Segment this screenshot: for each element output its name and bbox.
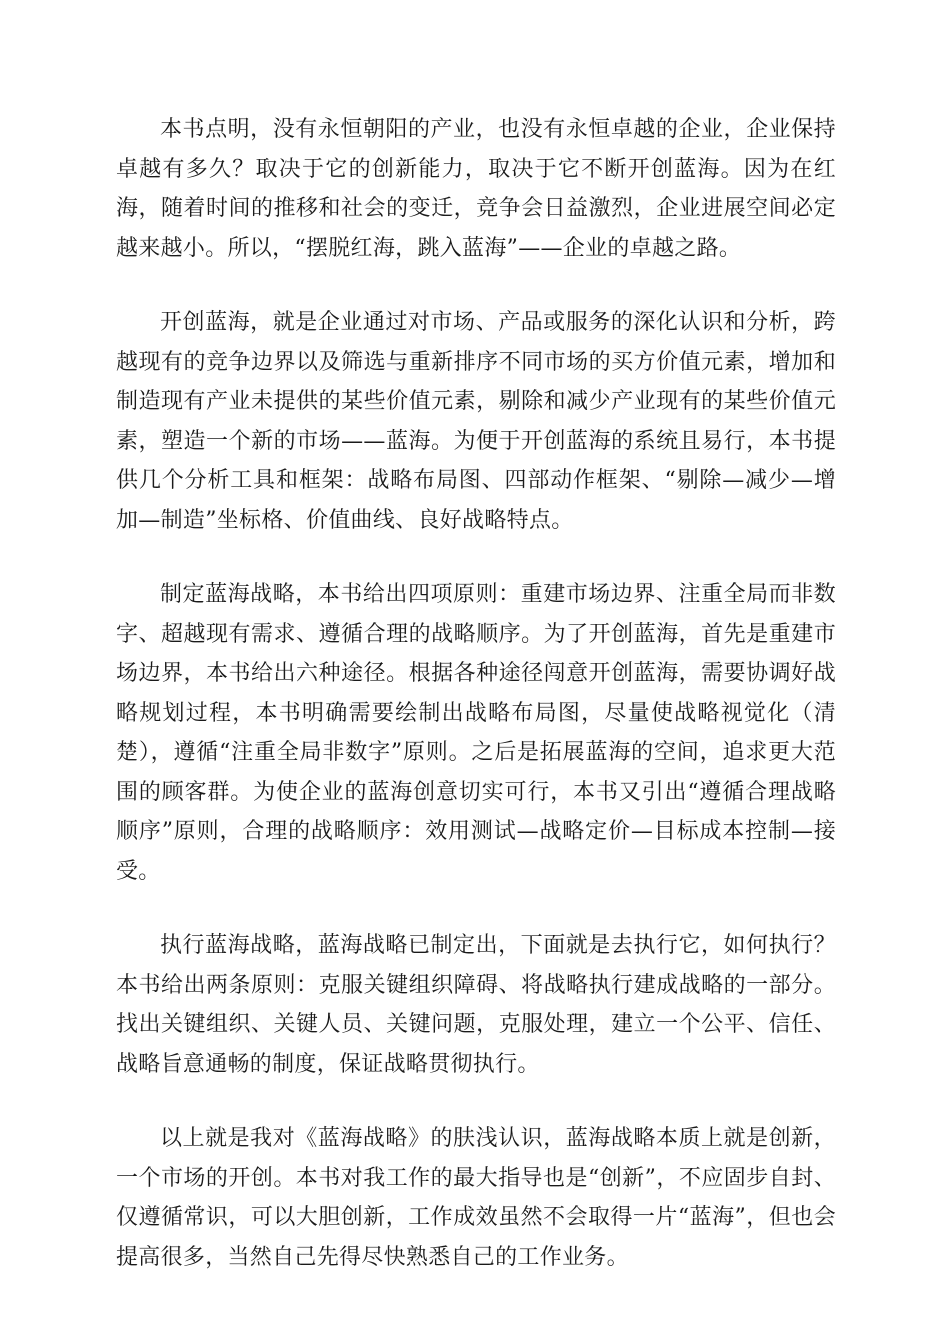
paragraph-formulating-strategy: 制定蓝海战略，本书给出四项原则：重建市场边界、注重全局而非数字、超越现有需求、遵循合理的战略顺序。为了开创蓝海，首先是重建市场边界，本书给出六种途径。根据各种途径闯意开创蓝海，需要协调好战略规划过程，本书明确需要绘制出战略布局图，尽量使战略视觉化（清楚），遵循“注重全局非数字”原则。之后是拓展蓝海的空间，追求更大范围的顾客群。为使企业的蓝海创意切实可行，本书又引出“遵循合理战略顺序”原则，合理的战略顺序：效用测试—战略定价—目标成本控制—接受。 bbox=[116, 582, 836, 884]
document-body bbox=[116, 110, 836, 1312]
paragraph-conclusion: 以上就是我对《蓝海战略》的肤浅认识，蓝海战略本质上就是创新，一个市场的开创。本书对我工作的最大指导也是“创新”，不应固步自封、仅遵循常识，可以大胆创新，工作成效虽然不会取得一片“蓝海”，但也会提高很多，当然自己先得尽快熟悉自己的工作业务。 bbox=[116, 1126, 836, 1270]
paragraph-executing-strategy: 执行蓝海战略，蓝海战略已制定出，下面就是去执行它，如何执行？本书给出两条原则：克服关键组织障碍、将战略执行建成战略的一部分。找出关键组织、关键人员、关键问题，克服处理，建立一个公平、信任、战略旨意通畅的制度，保证战略贯彻执行。 bbox=[116, 933, 836, 1077]
paragraph-creating-blue-ocean: 开创蓝海，就是企业通过对市场、产品或服务的深化认识和分析，跨越现有的竞争边界以及筛选与重新排序不同市场的买方价值元素，增加和制造现有产业未提供的某些价值元素，剔除和减少产业现有的某些价值元素，塑造一个新的市场——蓝海。为便于开创蓝海的系统且易行，本书提供几个分析工具和框架：战略布局图、四部动作框架、“剔除—减少—增加—制造”坐标格、价值曲线、良好战略特点。 bbox=[116, 310, 836, 533]
paragraph-intro: 本书点明，没有永恒朝阳的产业，也没有永恒卓越的企业，企业保持卓越有多久？取决于它的创新能力，取决于它不断开创蓝海。因为在红海，随着时间的推移和社会的变迁，竞争会日益激烈，企业进展空间必定越来越小。所以，“摆脱红海，跳入蓝海”——企业的卓越之路。 bbox=[116, 117, 836, 261]
